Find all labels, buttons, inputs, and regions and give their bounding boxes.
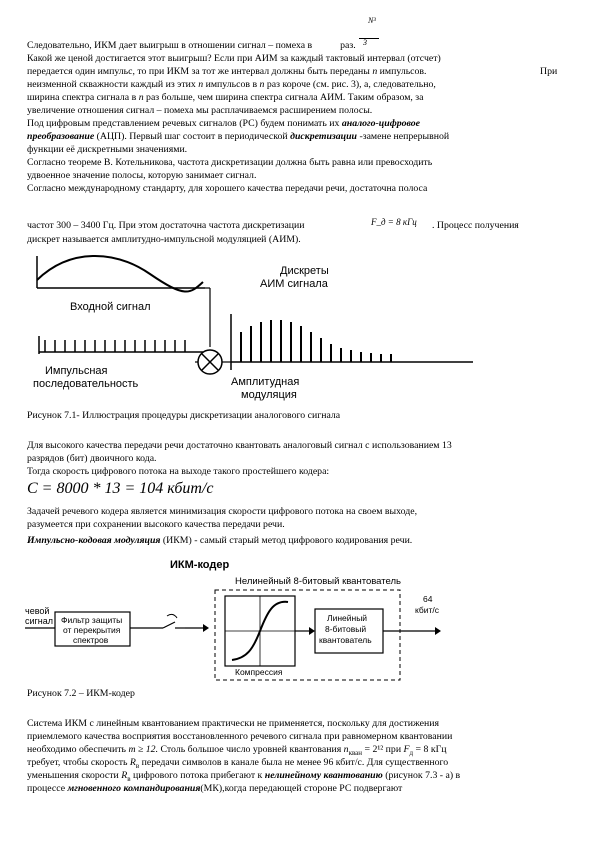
text: Столь большое число уровней квантования [160, 744, 342, 755]
text: раз. [340, 40, 356, 51]
text: (рисунок 7.3 - а) в [385, 770, 461, 781]
fraction-bar [359, 38, 379, 39]
text: n [138, 92, 144, 103]
text: неизменной скважности каждый из этих [27, 79, 196, 90]
discrete-label-2: АИМ сигнала [260, 278, 328, 290]
paragraph-line [27, 170, 256, 182]
filter-label-3: спектров [73, 635, 109, 645]
paragraph-line [27, 40, 356, 52]
text: -замене непрерывной [359, 131, 450, 142]
output-rate-value: 64 [423, 594, 433, 604]
term: мгновенного компандирования [67, 783, 201, 794]
subscript: кван [348, 748, 363, 757]
discrete-label-1: Дискреты [280, 265, 329, 277]
paragraph-line [27, 92, 424, 104]
text: При [540, 66, 558, 77]
bitrate-formula: C = 8000 * 13 = 104 кбит/с [27, 480, 214, 497]
text: n [343, 744, 349, 755]
text: R [129, 757, 136, 768]
text: n [259, 79, 265, 90]
paragraph-line [27, 118, 420, 130]
text: частот 300 – 3400 Гц. При этом достаточна частота дискретизации [27, 220, 305, 231]
fraction-numerator: N³ [368, 16, 376, 25]
paragraph-line [27, 453, 157, 465]
paragraph-line [27, 144, 187, 156]
sampler-switch-icon [163, 614, 185, 628]
text: разрядов (бит) двоичного кода. [27, 453, 157, 464]
text: = 2¹² при [364, 744, 402, 755]
pulse-label-1: Импульсная [45, 365, 108, 377]
paragraph-line [27, 783, 402, 795]
paragraph-line [540, 66, 557, 78]
text: Согласно международному стандарту, для хорошего качества передачи речи, достаточна полоса [27, 183, 428, 194]
text: (АЦП). Первый шаг состоит в периодической [96, 131, 288, 142]
pam-output-plot [231, 314, 473, 370]
term: нелинейному квантованию [264, 770, 383, 781]
text: импульсов в [205, 79, 258, 90]
text: m ≥ 12. [128, 744, 159, 755]
paragraph-line [27, 105, 372, 117]
paragraph-line [27, 466, 329, 478]
input-label-1: чевой [25, 606, 50, 616]
text: цифрового потока прибегают к [133, 770, 263, 781]
text: передается один импульс, то при ИКМ за тот же интервал должны быть переданы [27, 66, 370, 77]
term: Импульсно-кодовая модуляция [27, 535, 161, 546]
pulse-label-2: последовательность [33, 378, 139, 390]
paragraph-line [432, 220, 519, 232]
text: Задачей речевого кодера является минимизация скорости цифрового потока на своем выходе, [27, 506, 418, 517]
term: аналого-цифровое [341, 118, 420, 129]
text: F [403, 744, 410, 755]
text: увеличение отношения сигнал – помеха мы расплачиваемся расширением полосы. [27, 105, 373, 116]
filter-label-1: Фильтр защиты [61, 615, 123, 625]
nonlinear-quantizer-label: Нелинейный 8-битовый квантователь [235, 576, 401, 587]
text: Какой же ценой достигается этот выигрыш? Если при АИМ за каждый тактовый интервал (отсчет) [27, 53, 441, 64]
compression-label: Компрессия [235, 667, 283, 677]
linear-label-2: 8-битовый [325, 624, 367, 634]
input-label-2: сигнал [25, 616, 54, 626]
input-signal-plot [37, 256, 205, 292]
term: преобразование [27, 131, 95, 142]
text: разумеется при сохранении высокого качества передачи речи. [27, 519, 285, 530]
text: уменьшения скорости [27, 770, 119, 781]
text: удвоенное значение полосы, которую занимает сигнал. [27, 170, 257, 181]
paragraph-line [27, 79, 436, 91]
paragraph-line [27, 53, 441, 65]
text: дискрет называется амплитудно-импульсной модуляцией (АИМ). [27, 234, 301, 245]
text: Для высокого качества передачи речи достаточно квантовать аналоговый сигнал с использованием 13 [27, 440, 452, 451]
paragraph-line [27, 519, 285, 531]
text: ширина спектра сигнала в [27, 92, 137, 103]
paragraph-line [27, 440, 452, 452]
text: . Процесс получения [432, 220, 519, 231]
filter-label-2: от перекрытия [63, 625, 121, 635]
text: импульсов. [379, 66, 427, 77]
paragraph-line [27, 535, 412, 547]
text: функции её дискретными значениями. [27, 144, 188, 155]
paragraph-line [27, 234, 301, 246]
pulse-train-plot [39, 336, 203, 354]
paragraph-line [27, 131, 449, 143]
paragraph-line [27, 506, 417, 518]
text: Система ИКМ с линейным квантованием практически не применяется, поскольку для достижения [27, 718, 440, 729]
text: Тогда скорость цифрового потока на выходе такого простейшего кодера: [27, 466, 330, 477]
modulation-label-2: модуляция [241, 389, 297, 401]
subscript: в [127, 774, 131, 783]
input-signal-label: Входной сигнал [70, 301, 151, 313]
figure-caption: Рисунок 7.2 – ИКМ-кодер [27, 688, 135, 699]
output-rate-unit: кбит/с [415, 605, 440, 615]
figure-caption: Рисунок 7.1- Иллюстрация процедуры дискретизации аналогового сигнала [27, 410, 341, 421]
text: R [121, 770, 128, 781]
text: раз больше, чем ширина спектра сигнала АИМ. Таким образом, за [146, 92, 424, 103]
text: (ИКМ) - самый старый метод цифрового кодирования речи. [162, 535, 413, 546]
text: Согласно теореме В. Котельникова, частота дискретизации должна быть равна или превосходить [27, 157, 433, 168]
sampling-figure [25, 252, 485, 407]
text: Под цифровым представлением речевых сигналов (РС) будем понимать их [27, 118, 340, 129]
text: приемлемого качества восприятия восстановленного речевого сигнала при равномерном квантовании [27, 731, 453, 742]
term: дискретизации [290, 131, 357, 142]
paragraph-line [27, 220, 305, 232]
text: n [372, 66, 378, 77]
text: = 8 кГц [415, 744, 447, 755]
subscript: д [409, 748, 414, 757]
multiplier-symbol [198, 350, 222, 374]
text: необходимо обеспечить [27, 744, 126, 755]
fraction-denominator: 3 [363, 38, 367, 47]
subscript: в [135, 761, 140, 770]
text: Следовательно, ИКМ дает выигрыш в отношении сигнал – помеха в [27, 40, 313, 51]
modulation-label-1: Амплитудная [231, 376, 300, 388]
text: процессе [27, 783, 66, 794]
linear-label-1: Линейный [327, 613, 368, 623]
text: (МК),когда передающей стороне РС подвергают [200, 783, 403, 794]
encoder-title: ИКМ-кодер [170, 559, 230, 571]
text: раз короче (см. рис. 3), а, следовательно, [266, 79, 436, 90]
paragraph-line [27, 66, 427, 78]
paragraph-line [27, 718, 439, 730]
pcm-encoder-figure [25, 554, 585, 684]
text: n [198, 79, 204, 90]
paragraph-line [27, 183, 427, 195]
linear-label-3: квантователь [319, 635, 372, 645]
text: передачи символов в канале была не менее 96 кбит/с. Для существенного [141, 757, 449, 768]
paragraph-line [27, 731, 452, 743]
text: требует, чтобы скорость [27, 757, 128, 768]
paragraph-line [27, 157, 432, 169]
sampling-frequency-formula: F_д = 8 кГц [371, 217, 417, 227]
